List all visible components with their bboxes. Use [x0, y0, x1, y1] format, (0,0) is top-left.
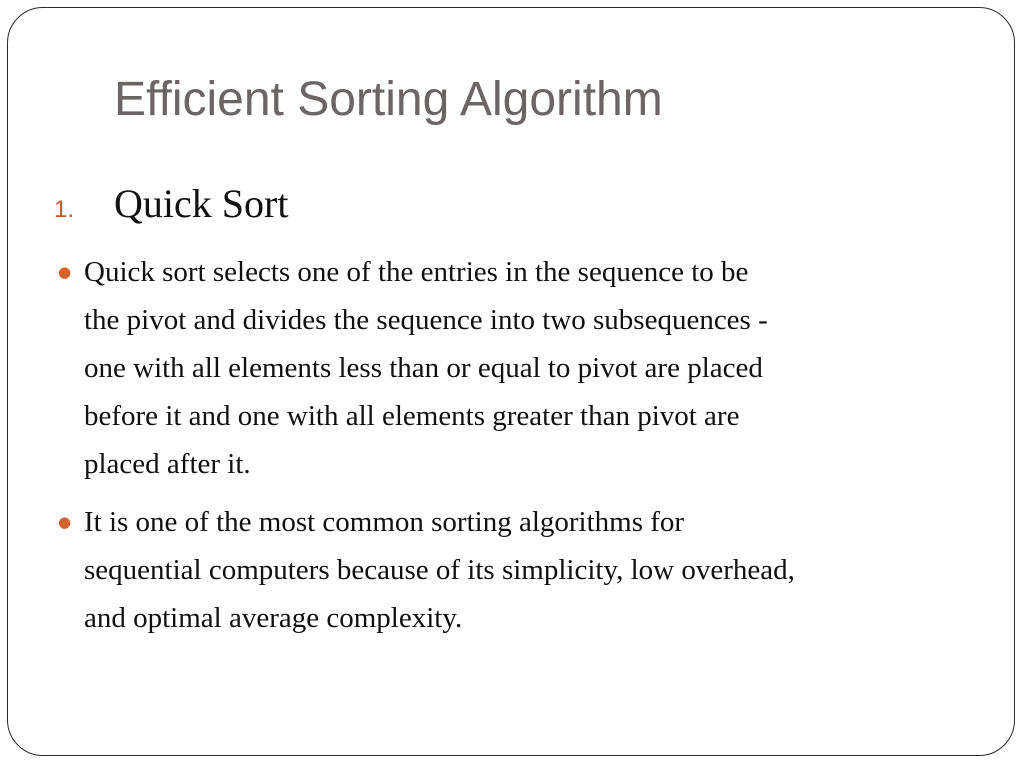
bullet-text — [84, 498, 795, 642]
bullet-dot-icon: ● — [58, 263, 72, 281]
bullet-text — [84, 248, 768, 488]
bullet-line: placed after it. — [84, 448, 251, 480]
numbered-heading — [54, 180, 288, 227]
bullet-item — [54, 248, 954, 488]
bullet-line: It is one of the most common sorting algorithms for — [84, 506, 685, 538]
bullet-line: the pivot and divides the sequence into two subsequences - — [84, 304, 768, 336]
bullet-line: before it and one with all elements greater than pivot are — [84, 400, 740, 432]
bullet-line: Quick sort selects one of the entries in the sequence to be — [84, 256, 749, 288]
slide-frame — [7, 7, 1015, 756]
slide-title: Efficient Sorting Algorithm — [114, 73, 663, 126]
bullet-dot-icon: ● — [58, 513, 72, 531]
heading-text: Quick Sort — [114, 181, 289, 226]
bullet-list — [54, 248, 954, 652]
bullet-line: and optimal average complexity. — [84, 602, 463, 634]
bullet-line: one with all elements less than or equal to pivot are placed — [84, 352, 763, 384]
heading-number: 1. — [54, 196, 75, 223]
bullet-line: sequential computers because of its simplicity, low overhead, — [84, 554, 795, 586]
bullet-item — [54, 498, 954, 642]
